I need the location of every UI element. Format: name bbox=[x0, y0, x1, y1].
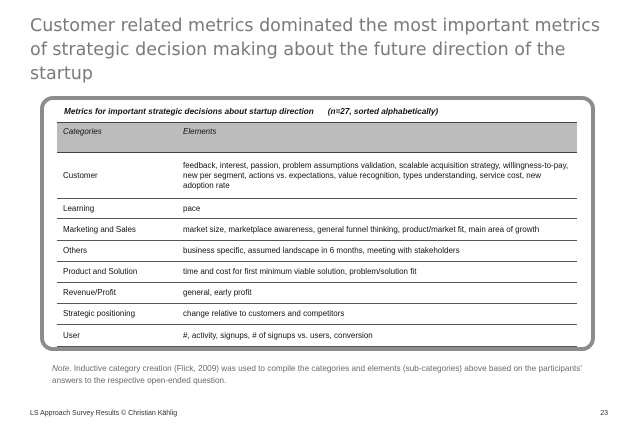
row-elements: pace bbox=[177, 199, 577, 219]
metrics-table bbox=[57, 122, 577, 347]
row-elements: #, activity, signups, # of signups vs. users, conversion bbox=[177, 325, 577, 347]
table-row bbox=[57, 199, 577, 219]
table-row bbox=[57, 304, 577, 325]
footer-copyright: LS Approach Survey Results © Christian Kählig bbox=[30, 410, 178, 417]
row-category: User bbox=[57, 325, 177, 347]
row-elements: market size, marketplace awareness, general funnel thinking, product/market fit, main area of growth bbox=[177, 219, 577, 241]
table-row bbox=[57, 241, 577, 262]
slide-title: Customer related metrics dominated the most important metrics of strategic decision making about the future direction of the startup bbox=[30, 16, 600, 84]
table-header-row bbox=[57, 123, 577, 153]
row-elements: general, early profit bbox=[177, 283, 577, 304]
note-text: . Inductive category creation (Flick, 2009) was used to compile the categories and elements (sub-categories) above based on the participants' answers to the respective open-ended question. bbox=[52, 364, 582, 385]
metrics-table-frame bbox=[40, 96, 595, 351]
header-elements: Elements bbox=[177, 123, 577, 153]
row-elements: business specific, assumed landscape in 6 months, meeting with stakeholders bbox=[177, 241, 577, 262]
page-number: 23 bbox=[600, 410, 608, 417]
table-row bbox=[57, 262, 577, 283]
row-category: Marketing and Sales bbox=[57, 219, 177, 241]
table-row bbox=[57, 283, 577, 304]
table-row bbox=[57, 325, 577, 347]
row-category: Customer bbox=[57, 153, 177, 199]
note-label: Note bbox=[52, 364, 70, 373]
row-elements: change relative to customers and competitors bbox=[177, 304, 577, 325]
row-category: Strategic positioning bbox=[57, 304, 177, 325]
header-categories: Categories bbox=[57, 123, 177, 153]
row-elements: time and cost for first minimum viable solution, problem/solution fit bbox=[177, 262, 577, 283]
row-category: Revenue/Profit bbox=[57, 283, 177, 304]
table-caption-sample-note: (n=27, sorted alphabetically) bbox=[327, 107, 439, 116]
table-row bbox=[57, 153, 577, 199]
table-caption-title: Metrics for important strategic decisions about startup direction bbox=[64, 107, 314, 116]
table-note bbox=[52, 363, 612, 387]
row-category: Product and Solution bbox=[57, 262, 177, 283]
table-caption bbox=[64, 107, 438, 116]
table-row bbox=[57, 219, 577, 241]
row-category: Learning bbox=[57, 199, 177, 219]
row-elements: feedback, interest, passion, problem assumptions validation, scalable acquisition strategy, willingness-to-pay, new per segment, actions vs. expectations, value recognition, types understanding, service cost, new adoption rate bbox=[177, 153, 577, 199]
row-category: Others bbox=[57, 241, 177, 262]
